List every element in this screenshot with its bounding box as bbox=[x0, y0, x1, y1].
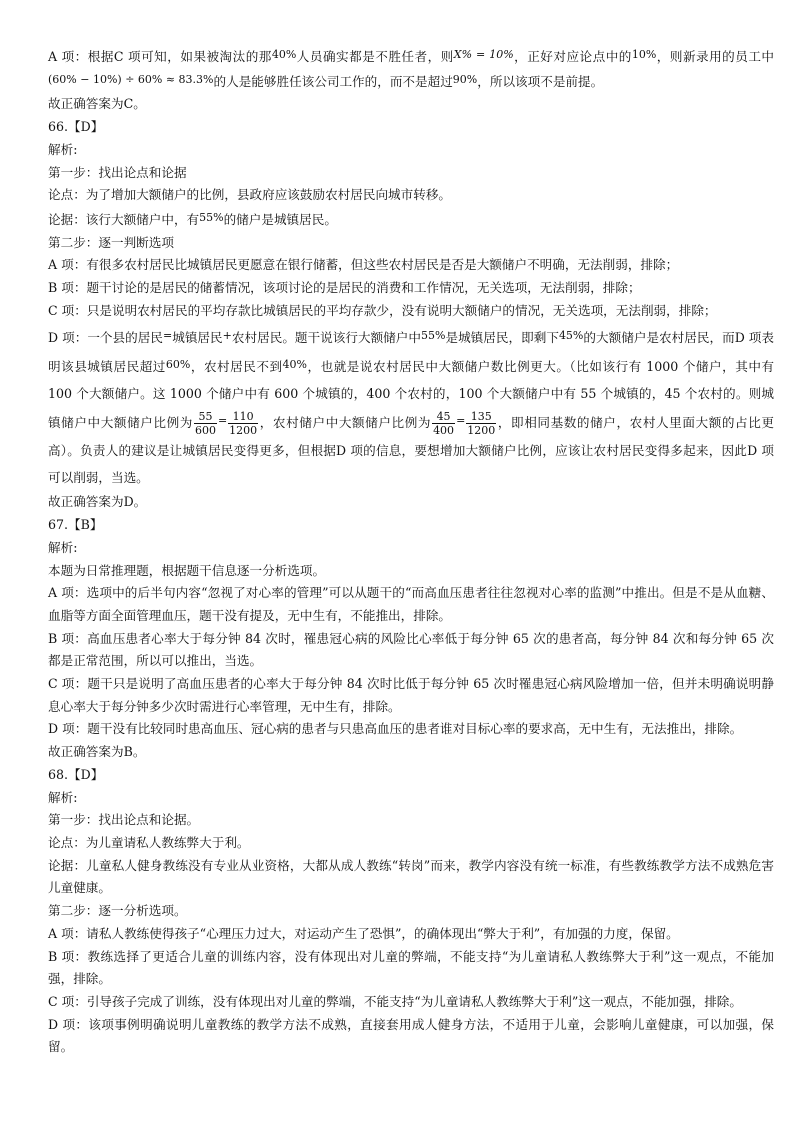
text: ，即相同基数的储户，农村人里面大额的占比更高）。负责人的建议是让城镇居民变得更多，但根据D 项的信息，要想增加大额储户比例，应该让农村居民变得多起来，因此D 项可以削弱，当选。 bbox=[48, 415, 775, 486]
numerator: 135 bbox=[466, 410, 496, 424]
math-45pct: 45% bbox=[558, 329, 584, 343]
numerator: 110 bbox=[228, 410, 258, 424]
text: A 项：根据C 项可知，如果被淘汰的那 bbox=[48, 49, 272, 64]
text: 是城镇居民，即剩下 bbox=[445, 330, 559, 346]
denominator: 1200 bbox=[467, 424, 496, 438]
fraction-110-1200 bbox=[228, 410, 258, 437]
math-equals: = bbox=[456, 414, 466, 428]
text: D 项：一个县的居民 bbox=[48, 330, 163, 346]
question-66-header: 66.【D】 bbox=[48, 119, 104, 135]
text: 的人是能够胜任该公司工作的，而不是超过 bbox=[213, 73, 453, 89]
answer-67: 故正确答案为B。 bbox=[48, 744, 146, 760]
option-b: B 项：教练选择了更适合儿童的训练内容，没有体现出对儿童的弊端，不能支持“为儿童请私人教练弊大于利”这一观点，不能加强，排除。 bbox=[48, 948, 774, 987]
option-c: C 项：引导孩子完成了训练，没有体现出对儿童的弊端，不能支持“为儿童请私人教练弊大于利”这一观点，不能加强，排除。 bbox=[48, 993, 742, 1009]
option-b: B 项：题干讨论的是居民的储蓄情况，该项讨论的是居民的消费和工作情况，无关选项，无法削弱，排除； bbox=[48, 280, 641, 296]
text: ，也就是说农村居民中大额储户数比例更大。（比如该行有 1000 个储户，其中有 100 个大额储户。这 1000 个储户中有 600 个城镇的，400 个农村的，100 个大额储户中有 55 个城镇的，45 个农村的。则城镇储户中大额储户比例为 bbox=[48, 359, 775, 431]
argument-evidence: 论据：儿童私人健身教练没有专业从业资格，大都从成人教练“转岗”而来，教学内容没有统一标准，有些教练教学方法不成熟危害儿童健康。 bbox=[48, 857, 774, 896]
argument-claim: 论点：为了增加大额储户的比例，县政府应该鼓励农村居民向城市转移。 bbox=[48, 187, 451, 203]
text: 农村居民。题干说该行大额储户中 bbox=[231, 330, 421, 346]
analysis-label: 解析: bbox=[48, 789, 78, 805]
math-equals: = bbox=[162, 329, 173, 343]
step-one: 第一步：找出论点和论据 bbox=[48, 164, 187, 180]
math-x-eq: X% = 10% bbox=[453, 48, 514, 61]
math-expression: (60% − 10%) ÷ 60% ≈ 83.3% bbox=[48, 72, 214, 86]
text: ，农村居民不到 bbox=[190, 359, 283, 375]
numerator: 55 bbox=[194, 410, 217, 424]
math-60pct: 60% bbox=[165, 358, 191, 372]
fraction-55-600 bbox=[194, 410, 217, 437]
answer-65: 故正确答案为C。 bbox=[48, 96, 146, 112]
analysis-label: 解析: bbox=[48, 141, 78, 157]
text: ，正好对应论点中的 bbox=[513, 49, 632, 64]
math-equals: = bbox=[217, 414, 228, 428]
option-d: D 项：题干没有比较同时患高血压、冠心病的患者与只患高血压的患者谁对目标心率的要求高，无中生有，无法推出，排除。 bbox=[48, 721, 743, 737]
denominator: 400 bbox=[433, 424, 455, 438]
math-90pct: 90% bbox=[452, 72, 478, 86]
option-b: B 项：高血压患者心率大于每分钟 84 次时，罹患冠心病的风险比心率低于每分钟 65 次的患者高，每分钟 84 次和每分钟 65 次都是正常范围，所以可以推出，当选。 bbox=[48, 630, 774, 669]
answer-66: 故正确答案为D。 bbox=[48, 494, 147, 510]
math-55pct: 55% bbox=[199, 210, 224, 224]
intro: 本题为日常推理题，根据题干信息逐一分析选项。 bbox=[48, 562, 326, 578]
option-d bbox=[48, 322, 774, 491]
text: ，农村储户中大额储户比例为 bbox=[259, 415, 432, 431]
math-10pct: 10% bbox=[631, 48, 657, 61]
numerator: 45 bbox=[432, 410, 455, 424]
text: 的大额储户是农村居民，而D 项表明该县城镇居民超过 bbox=[48, 330, 775, 375]
question-68-header: 68.【D】 bbox=[48, 766, 104, 782]
option-a: A 项：选项中的后半句内容“忽视了对心率的管理”可以从题干的“而高血压患者往往忽视对心率的监测”中推出。但是不是从血糖、血脂等方面全面管理血压，题干没有提及，无中生有，不能推出，排除。 bbox=[48, 585, 774, 623]
step-two: 第二步：逐一分析选项。 bbox=[48, 903, 187, 919]
answer-explanation-page bbox=[48, 44, 774, 1059]
paragraph-65-option-a bbox=[48, 44, 774, 93]
text: ，所以该项不是前提。 bbox=[477, 73, 604, 89]
math-plus: + bbox=[222, 329, 232, 343]
text: 论据：该行大额储户中，有 bbox=[48, 211, 200, 227]
step-one: 第一步：找出论点和论据。 bbox=[48, 812, 200, 828]
text: ，则新录用的员工中 bbox=[656, 49, 775, 64]
step-two: 第二步：逐一判断选项 bbox=[48, 234, 174, 250]
option-d: D 项：该项事例明确说明儿童教练的教学方法不成熟，直接套用成人健身方法，不适用于儿童，会影响儿童健康，可以加强，保留。 bbox=[48, 1016, 774, 1055]
text: 的储户是城镇居民。 bbox=[223, 211, 337, 227]
denominator: 1200 bbox=[229, 424, 258, 438]
option-a: A 项：有很多农村居民比城镇居民更愿意在银行储蓄，但这些农村居民是否是大额储户不明确，无法削弱，排除； bbox=[48, 257, 679, 273]
question-67-header: 67.【B】 bbox=[48, 517, 103, 533]
text: 城镇居民 bbox=[172, 330, 223, 346]
argument-claim: 论点：为儿童请私人教练弊大于利。 bbox=[48, 834, 250, 850]
math-40pct: 40% bbox=[271, 48, 297, 61]
denominator: 600 bbox=[194, 424, 216, 438]
option-a: A 项：请私人教练使得孩子“心理压力过大，对运动产生了恐惧”，的确体现出“弊大于利”，有加强的力度，保留。 bbox=[48, 925, 679, 941]
math-55pct: 55% bbox=[421, 329, 446, 343]
text: 人员确实都是不胜任者，则 bbox=[296, 49, 454, 64]
fraction-135-1200 bbox=[466, 410, 496, 437]
fraction-45-400 bbox=[432, 410, 455, 437]
argument-evidence bbox=[48, 207, 774, 232]
analysis-label: 解析: bbox=[48, 539, 78, 555]
math-40pct: 40% bbox=[282, 358, 307, 372]
option-c: C 项：只是说明农村居民的平均存款比城镇居民的平均存款少，没有说明大额储户的情况，无关选项，无法削弱，排除； bbox=[48, 302, 717, 318]
option-c: C 项：题干只是说明了高血压患者的心率大于每分钟 84 次时比低于每分钟 65 次时罹患冠心病风险增加一倍，但并未明确说明静息心率大于每分钟多少次时需进行心率管理，无中生有，排除。 bbox=[48, 676, 774, 714]
